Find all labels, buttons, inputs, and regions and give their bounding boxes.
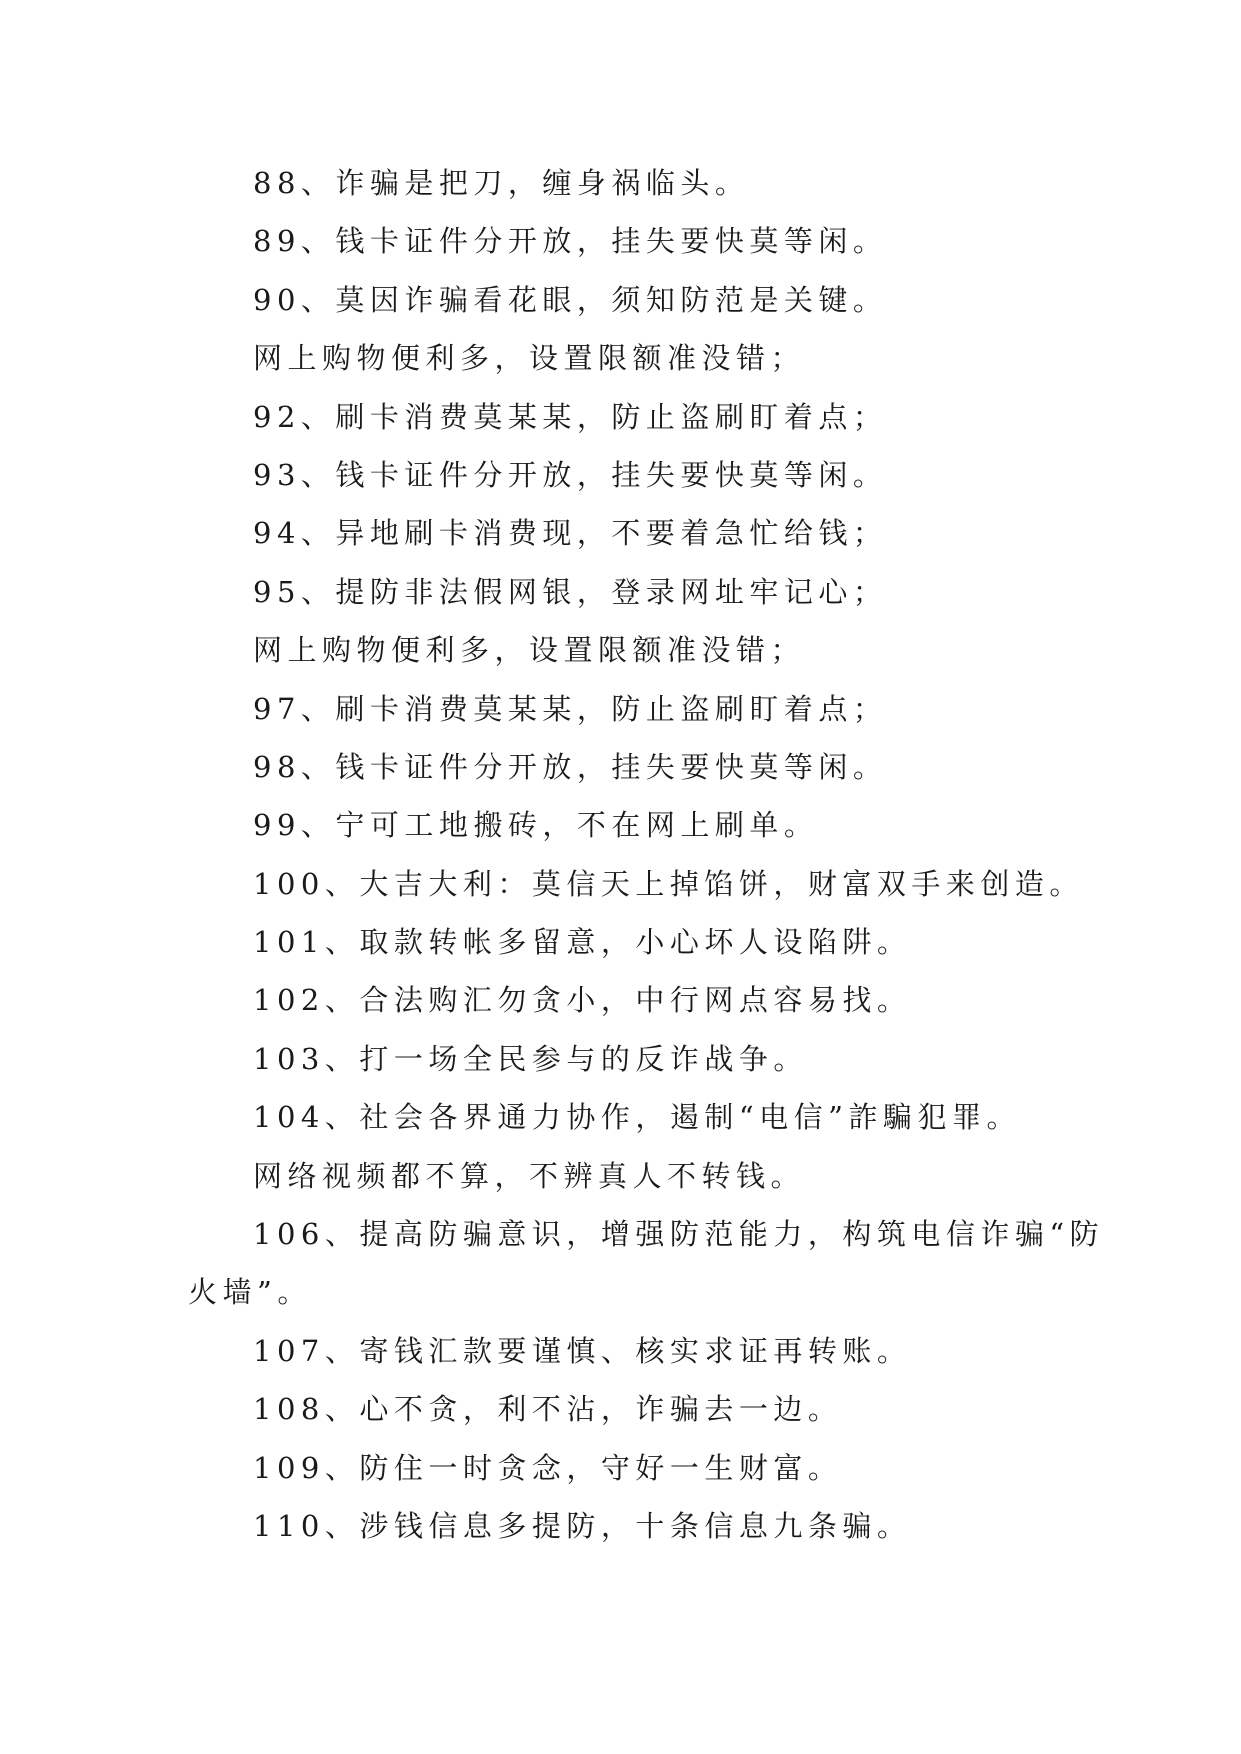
text-line: 95、提防非法假网银，登录网址牢记心； bbox=[253, 574, 888, 609]
text-line: 92、刷卡消费莫某某，防止盗刷盯着点； bbox=[253, 399, 888, 434]
text-line: 108、心不贪，利不沾，诈骗去一边。 bbox=[253, 1392, 843, 1427]
text-line: 网上购物便利多，设置限额准没错； bbox=[253, 341, 806, 376]
text-line: 107、寄钱汇款要谨慎、核实求证再转账。 bbox=[253, 1333, 912, 1368]
text-line: 102、合法购汇勿贪小，中行网点容易找。 bbox=[253, 983, 912, 1018]
text-line: 110、涉钱信息多提防，十条信息九条骗。 bbox=[253, 1508, 912, 1543]
text-line: 网上购物便利多，设置限额准没错； bbox=[253, 633, 806, 668]
text-line: 93、钱卡证件分开放，挂失要快莫等闲。 bbox=[253, 457, 888, 492]
text-line: 104、社会各界通力协作，遏制“电信”詐騙犯罪。 bbox=[253, 1100, 1022, 1135]
text-line: 98、钱卡证件分开放，挂失要快莫等闲。 bbox=[253, 749, 888, 784]
text-line: 106、提高防骗意识，增强防范能力，构筑电信诈骗“防 bbox=[253, 1217, 1105, 1252]
text-line: 100、大吉大利：莫信天上掉馅饼，财富双手来创造。 bbox=[253, 866, 1084, 901]
text-line: 99、宁可工地搬砖，不在网上刷单。 bbox=[253, 808, 819, 843]
text-line: 103、打一场全民参与的反诈战争。 bbox=[253, 1041, 808, 1076]
text-line: 109、防住一时贪念，守好一生财富。 bbox=[253, 1450, 843, 1485]
document-body bbox=[188, 154, 1105, 1555]
text-line: 88、诈骗是把刀，缠身祸临头。 bbox=[253, 166, 750, 200]
text-line-continuation: 火墙”。 bbox=[188, 1275, 312, 1310]
text-line: 97、刷卡消费莫某某，防止盗刷盯着点； bbox=[253, 691, 888, 726]
text-line: 89、钱卡证件分开放，挂失要快莫等闲。 bbox=[253, 224, 888, 259]
text-line: 90、莫因诈骗看花眼，须知防范是关键。 bbox=[253, 282, 888, 317]
text-line: 网络视频都不算，不辨真人不转钱。 bbox=[253, 1158, 806, 1193]
text-line: 101、取款转帐多留意，小心坏人设陷阱。 bbox=[253, 925, 912, 960]
text-line: 94、异地刷卡消费现，不要着急忙给钱； bbox=[253, 516, 888, 551]
